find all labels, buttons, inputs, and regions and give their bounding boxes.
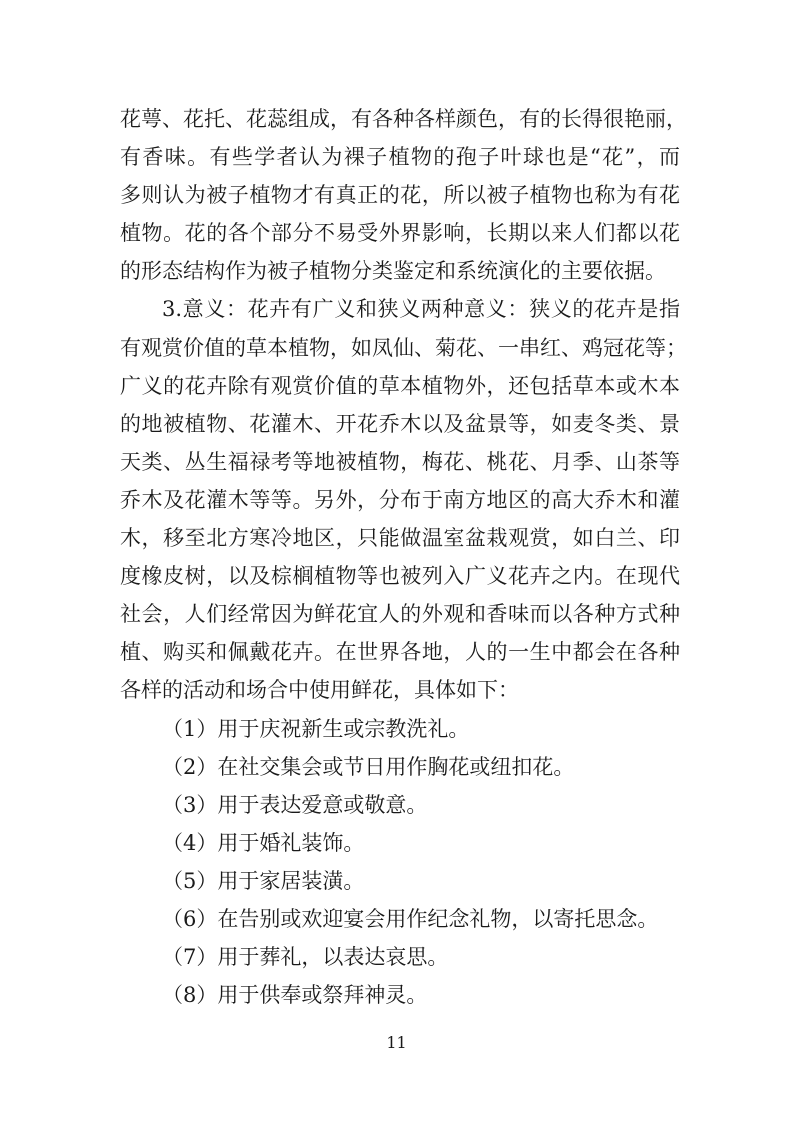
text-line: 各样的活动和场合中使用鲜花，具体如下： (120, 678, 519, 703)
list-item: （5）用于家居装潢。 (162, 868, 365, 893)
text-line: 广义的花卉除有观赏价值的草本植物外，还包括草本或木本 (120, 373, 680, 398)
paragraph-flower-structure (120, 100, 687, 290)
text-line: 有观赏价值的草本植物，如凤仙、菊花、一串红、鸡冠花等； (120, 335, 687, 360)
text-line: 的地被植物、花灌木、开花乔木以及盆景等，如麦冬类、景 (120, 411, 680, 436)
flower-uses-list (120, 710, 680, 1015)
text-line: 的形态结构作为被子植物分类鉴定和系统演化的主要依据。 (120, 259, 666, 284)
body-text (120, 100, 687, 1014)
paragraph-meaning (120, 290, 687, 709)
text-line: 植、购买和佩戴花卉。在世界各地，人的一生中都会在各种 (120, 640, 680, 665)
list-item: （4）用于婚礼装饰。 (162, 830, 365, 855)
list-item: （3）用于表达爱意或敬意。 (162, 792, 428, 817)
text-line: 花萼、花托、花蕊组成，有各种各样颜色，有的长得很艳丽， (120, 107, 687, 131)
text-line: 度橡皮树，以及棕榈植物等也被列入广义花卉之内。在现代 (120, 564, 680, 589)
list-item: （8）用于供奉或祭拜神灵。 (162, 983, 428, 1008)
text-line: 有香味。有些学者认为裸子植物的孢子叶球也是“花”，而 (120, 145, 680, 170)
text-line: 社会，人们经常因为鲜花宜人的外观和香味而以各种方式种 (120, 602, 680, 627)
list-item: （7）用于葬礼，以表达哀思。 (162, 945, 449, 970)
list-item: （6）在告别或欢迎宴会用作纪念礼物，以寄托思念。 (162, 906, 659, 931)
page-number: 11 (386, 1033, 407, 1052)
list-item: （1）用于庆祝新生或宗教洗礼。 (162, 716, 470, 741)
list-item: （2）在社交集会或节日用作胸花或纽扣花。 (162, 754, 575, 779)
text-line: 天类、丛生福禄考等地被植物，梅花、桃花、月季、山茶等 (120, 449, 680, 474)
text-line: 多则认为被子植物才有真正的花，所以被子植物也称为有花 (120, 183, 680, 208)
text-line: 3.意义：花卉有广义和狭义两种意义：狭义的花卉是指 (162, 297, 680, 322)
text-line: 植物。花的各个部分不易受外界影响，长期以来人们都以花 (120, 221, 680, 246)
text-line: 乔木及花灌木等等。另外，分布于南方地区的高大乔木和灌 (120, 487, 680, 512)
text-line: 木，移至北方寒冷地区，只能做温室盆栽观赏，如白兰、印 (120, 526, 680, 551)
